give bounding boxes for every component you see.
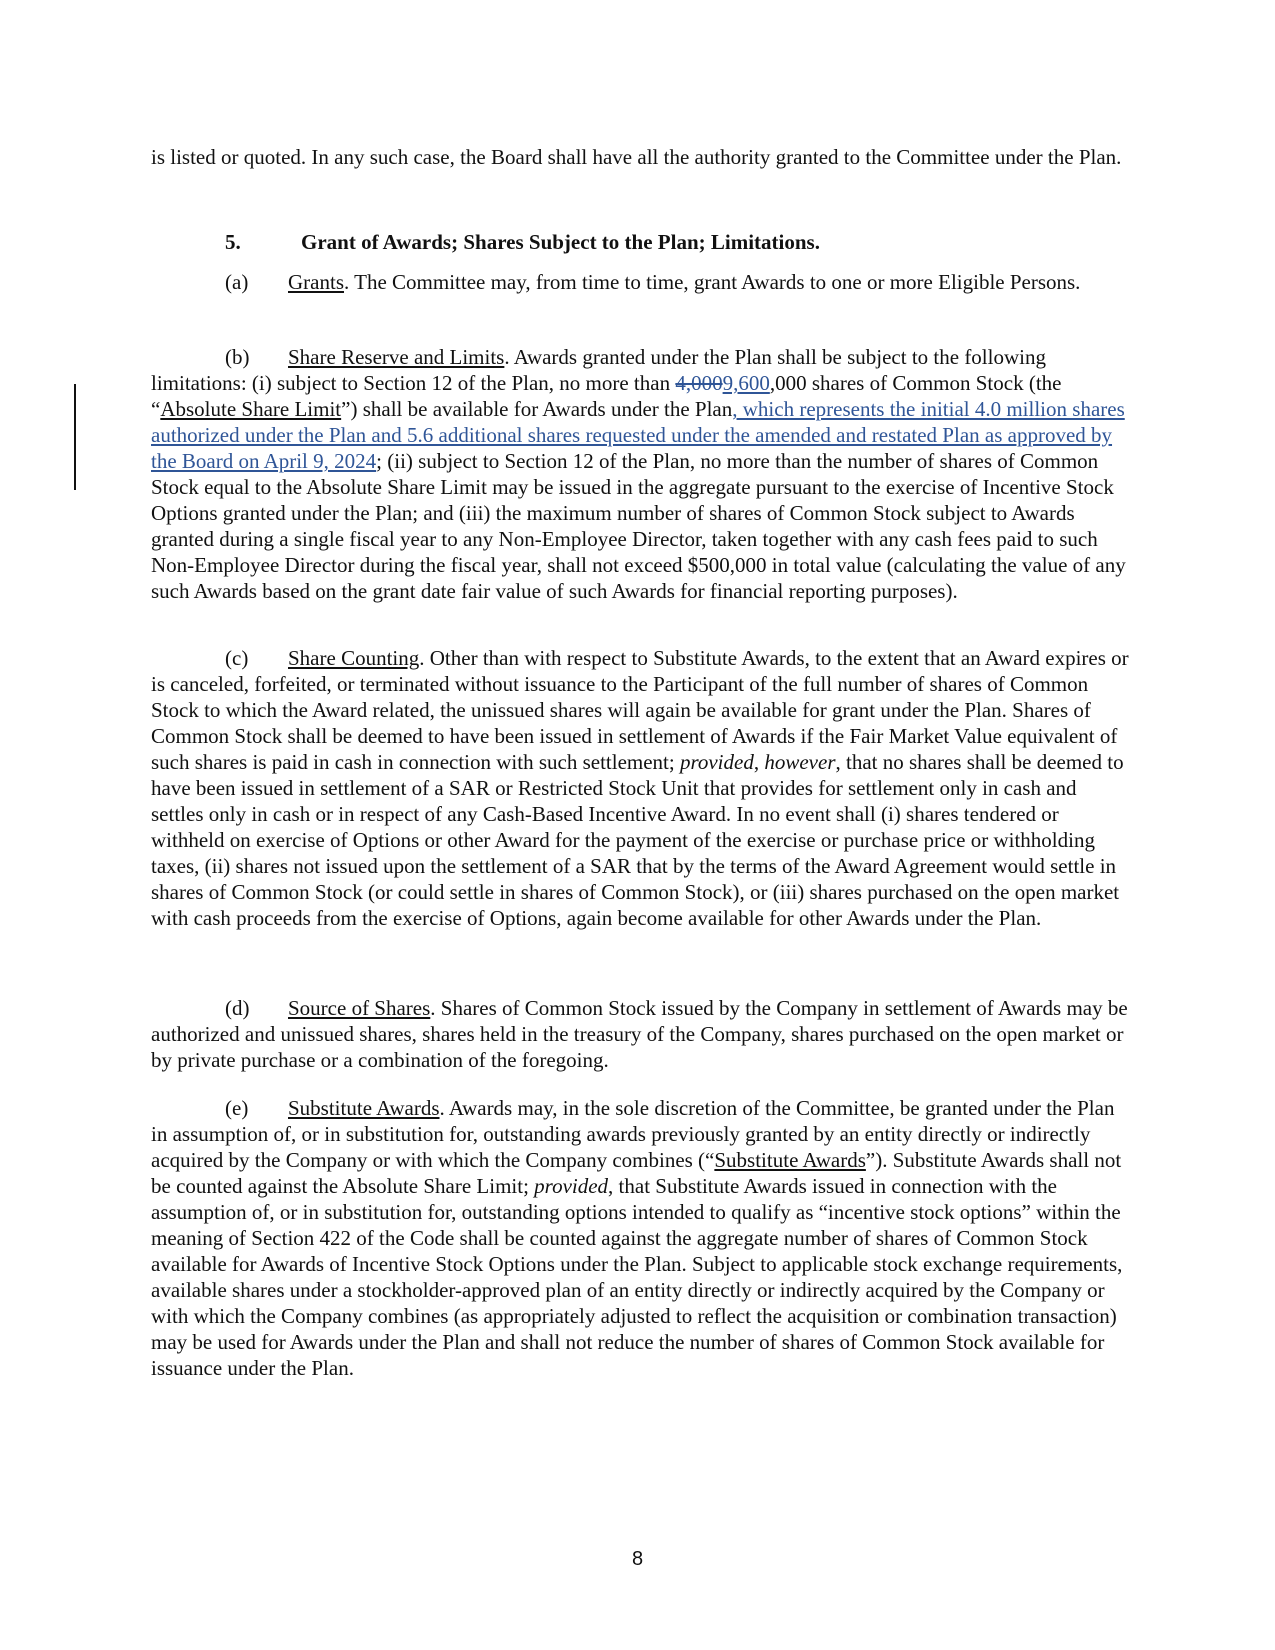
paragraph-text: . Shares of Common Stock issued by the Company in settlement of Awards may be authorized and unissued shares, shares held in the treasury of the Company, shares purchased on the open market or by private purchase or a combination of the foregoing. — [151, 996, 1128, 1072]
inserted-clause: , which represents the initial 4.0 million shares authorized under the Plan and 5.6 additional shares requested under the amended and restated Plan as approved by the Board on April 9, 2024 — [151, 397, 1125, 473]
section-title-period: . — [814, 230, 820, 254]
italic-term: provided — [679, 750, 754, 774]
defined-term: Absolute Share Limit — [160, 397, 342, 421]
paragraph-text: ”) shall be available for Awards under the Plan — [341, 397, 733, 421]
section-title: Grant of Awards; Shares Subject to the Plan; Limitations — [301, 230, 815, 254]
paragraph-heading: Grants — [288, 270, 344, 294]
paragraph-label: (e) — [225, 1096, 249, 1120]
section-number: 5. — [225, 230, 241, 254]
paragraph-text: ,000 shares of Common Stock (the “ — [151, 371, 1062, 421]
defined-term: Substitute Awards — [714, 1148, 866, 1172]
paragraph-label: (d) — [225, 996, 250, 1020]
page-number: 8 — [631, 1548, 644, 1570]
deleted-text: 4,000 — [675, 371, 723, 395]
paragraph-text: . Awards may, in the sole discretion of the Committee, be granted under the Plan in assumption of, or in substitution for, outstanding awards previously granted by an entity directly or indirectly acquired by the Company or with which the Company combines (“ — [151, 1096, 1115, 1172]
inserted-text: 9,600 — [722, 371, 770, 395]
paragraph-heading: Source of Shares — [288, 996, 431, 1020]
paragraph-label: (a) — [225, 270, 249, 294]
paragraph-text: , that no shares shall be deemed to have been issued in settlement of a SAR or Restricted Stock Unit that provides for settlement only in cash and settles only in cash or in respect of any Cash-Based Incentive Award. In no event shall (i) shares tendered or withheld on exercise of Options or other Award for the payment of the exercise or purchase price or withholding taxes, (ii) shares not issued upon the settlement of a SAR that by the terms of the Award Agreement would settle in shares of Common Stock (or could settle in shares of Common Stock), or (iii) shares purchased on the open market with cash proceeds from the exercise of Options, again become available for other Awards under the Plan. — [151, 750, 1124, 930]
italic-term: provided — [534, 1174, 609, 1198]
paragraph-heading: Share Reserve and Limits — [288, 345, 505, 369]
italic-term: however — [764, 750, 836, 774]
paragraph-c — [151, 645, 1131, 931]
paragraph-heading: Substitute Awards — [288, 1096, 440, 1120]
revision-change-bar — [74, 384, 76, 490]
paragraph-text: . Other than with respect to Substitute Awards, to the extent that an Award expires or is canceled, forfeited, or terminated without issuance to the Participant of the full number of shares of Common Stock to which the Award related, the unissued shares will again be available for grant under the Plan. Shares of Common Stock shall be deemed to have been issued in settlement of Awards if the Fair Market Value equivalent of such shares is paid in cash in connection with such settlement; — [151, 646, 1129, 774]
paragraph-d — [151, 995, 1131, 1073]
intro-text: is listed or quoted. In any such case, the Board shall have all the authority granted to the Committee under the Plan. — [151, 145, 1122, 169]
paragraph-text: . Awards granted under the Plan shall be subject to the following limitations: (i) subject to Section 12 of the Plan, no more than — [151, 345, 1046, 395]
paragraph-text: ; (ii) subject to Section 12 of the Plan, no more than the number of shares of Common Stock equal to the Absolute Share Limit may be issued in the aggregate pursuant to the exercise of Incentive Stock Options granted under the Plan; and (iii) the maximum number of shares of Common Stock subject to Awards granted during a single fiscal year to any Non-Employee Director, taken together with any cash fees paid to such Non-Employee Director during the fiscal year, shall not exceed $500,000 in total value (calculating the value of any such Awards based on the grant date fair value of such Awards for financial reporting purposes). — [151, 449, 1126, 603]
paragraph-text: , — [753, 750, 765, 774]
paragraph-heading: Share Counting — [288, 646, 420, 670]
intro-paragraph — [151, 144, 1131, 170]
paragraph-a — [151, 269, 1131, 295]
paragraph-text: . The Committee may, from time to time, grant Awards to one or more Eligible Persons. — [344, 270, 1081, 294]
paragraph-label: (b) — [225, 345, 250, 369]
paragraph-text: ”). Substitute Awards shall not be counted against the Absolute Share Limit; — [151, 1148, 1122, 1198]
paragraph-label: (c) — [225, 646, 249, 670]
paragraph-text: , that Substitute Awards issued in connection with the assumption of, or in substitution for, outstanding options intended to qualify as “incentive stock options” within the meaning of Section 422 of the Code shall be counted against the aggregate number of shares of Common Stock available for Awards of Incentive Stock Options under the Plan. Subject to applicable stock exchange requirements, available shares under a stockholder-approved plan of an entity directly or indirectly acquired by the Company or with which the Company combines (as appropriately adjusted to reflect the acquisition or combination transaction) may be used for Awards under the Plan and shall not reduce the number of shares of Common Stock available for issuance under the Plan. — [151, 1174, 1123, 1380]
section-heading — [225, 229, 820, 255]
paragraph-b — [151, 344, 1131, 604]
paragraph-e — [151, 1095, 1131, 1381]
